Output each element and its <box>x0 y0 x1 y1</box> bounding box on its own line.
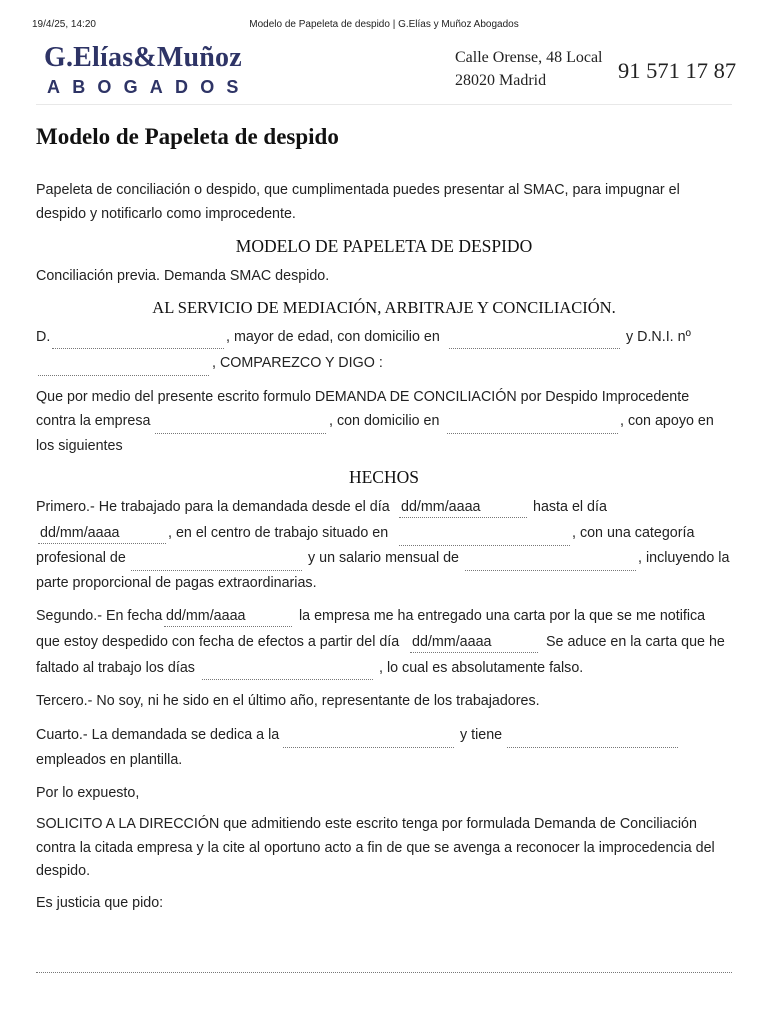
effect-date-field[interactable]: dd/mm/aaaa <box>410 634 538 653</box>
segundo-text-2: la empresa me ha entregado una carta por la que se me notifica <box>299 608 706 624</box>
label-hasta: hasta el día <box>533 499 607 515</box>
segundo-text-4: Se aduce en la carta que he <box>546 634 725 650</box>
letter-date-field[interactable]: dd/mm/aaaa <box>164 608 292 627</box>
segundo-text-6: , lo cual es absolutamente falso. <box>379 660 584 676</box>
label-domicilio: , con domicilio en <box>329 413 440 429</box>
cuarto-line-2: empleados en plantilla. <box>36 752 183 768</box>
signature-line[interactable] <box>36 972 732 973</box>
name-field[interactable] <box>52 330 224 349</box>
phone-number[interactable]: 91 571 17 87 <box>618 58 737 83</box>
intro-line-2: despido y notificarlo como improcedente. <box>36 206 296 222</box>
service-heading: AL SERVICIO DE MEDIACIÓN, ARBITRAJE Y CONCILIACIÓN. <box>152 298 616 317</box>
label-tiene: y tiene <box>460 727 503 743</box>
category-field[interactable] <box>131 552 302 571</box>
label-apoyo: , con apoyo en <box>620 413 714 429</box>
subtitle: Conciliación previa. Demanda SMAC despido. <box>36 268 330 284</box>
end-date-field[interactable]: dd/mm/aaaa <box>38 525 166 544</box>
por-lo-expuesto: Por lo expuesto, <box>36 785 140 801</box>
print-date: 19/4/25, 14:20 <box>32 19 96 30</box>
label-salario: y un salario mensual de <box>308 550 459 566</box>
cuarto-intro: Cuarto.- La demandada se dedica a la <box>36 727 280 743</box>
justicia: Es justicia que pido: <box>36 895 164 911</box>
print-header <box>32 19 736 33</box>
label-d: D. <box>36 329 51 345</box>
dni-field[interactable] <box>38 357 209 376</box>
address-line-2: 28020 Madrid <box>455 72 547 89</box>
intro-line-1: Papeleta de conciliación o despido, que cumplimentada puedes presentar al SMAC, para impugnar el <box>36 182 680 198</box>
company-address-field[interactable] <box>447 415 618 434</box>
hechos-heading: HECHOS <box>348 467 419 487</box>
demand-line-3: los siguientes <box>36 438 123 454</box>
logo-name[interactable]: G.Elías&Muñoz <box>44 42 242 73</box>
address-line-1: Calle Orense, 48 Local <box>455 49 603 66</box>
primero-line-4: parte proporcional de pagas extraordinarias. <box>36 575 317 591</box>
segundo-text-3: que estoy despedido con fecha de efectos a partir del día <box>36 634 400 650</box>
label-contra-empresa: contra la empresa <box>36 413 151 429</box>
employees-field[interactable] <box>507 729 678 748</box>
label-incluyendo: , incluyendo la <box>638 550 730 566</box>
label-profesional: profesional de <box>36 550 126 566</box>
segundo-intro: Segundo.- En fecha <box>36 608 163 624</box>
company-field[interactable] <box>155 415 326 434</box>
start-date-field[interactable]: dd/mm/aaaa <box>399 499 527 518</box>
label-comparezco: , COMPAREZCO Y DIGO : <box>212 355 383 371</box>
label-centro: , en el centro de trabajo situado en <box>168 525 389 541</box>
primero-intro: Primero.- He trabajado para la demandada desde el día <box>36 499 390 515</box>
absence-days-field[interactable] <box>202 661 373 680</box>
logo-subtitle[interactable]: ABOGADOS <box>47 77 251 97</box>
label-dni: y D.N.I. nº <box>626 329 691 345</box>
salary-field[interactable] <box>465 552 636 571</box>
header-divider <box>36 104 732 105</box>
label-mayor-edad: , mayor de edad, con domicilio en <box>226 329 440 345</box>
activity-field[interactable] <box>283 729 454 748</box>
page-title: Modelo de Papeleta de despido <box>36 124 339 149</box>
segundo-text-5: faltado al trabajo los días <box>36 660 195 676</box>
form-title: MODELO DE PAPELETA DE DESPIDO <box>235 236 533 256</box>
solicito-line-1: SOLICITO A LA DIRECCIÓN que admitiendo este escrito tenga por formulada Demanda de Conciliación <box>36 816 697 832</box>
demand-line-1: Que por medio del presente escrito formulo DEMANDA DE CONCILIACIÓN por Despido Improcedente <box>36 389 690 405</box>
tercero: Tercero.- No soy, ni he sido en el último año, representante de los trabajadores. <box>36 693 540 709</box>
label-categoria: , con una categoría <box>572 525 695 541</box>
print-page-title: Modelo de Papeleta de despido | G.Elías y Muñoz Abogados <box>249 19 519 30</box>
solicito-line-2: contra la citada empresa y la cite al oportuno acto a fin de que se avenga a reconocer la improcedencia del <box>36 840 715 856</box>
solicito-line-3: despido. <box>36 863 91 879</box>
address-field[interactable] <box>449 330 620 349</box>
workplace-field[interactable] <box>399 527 570 546</box>
